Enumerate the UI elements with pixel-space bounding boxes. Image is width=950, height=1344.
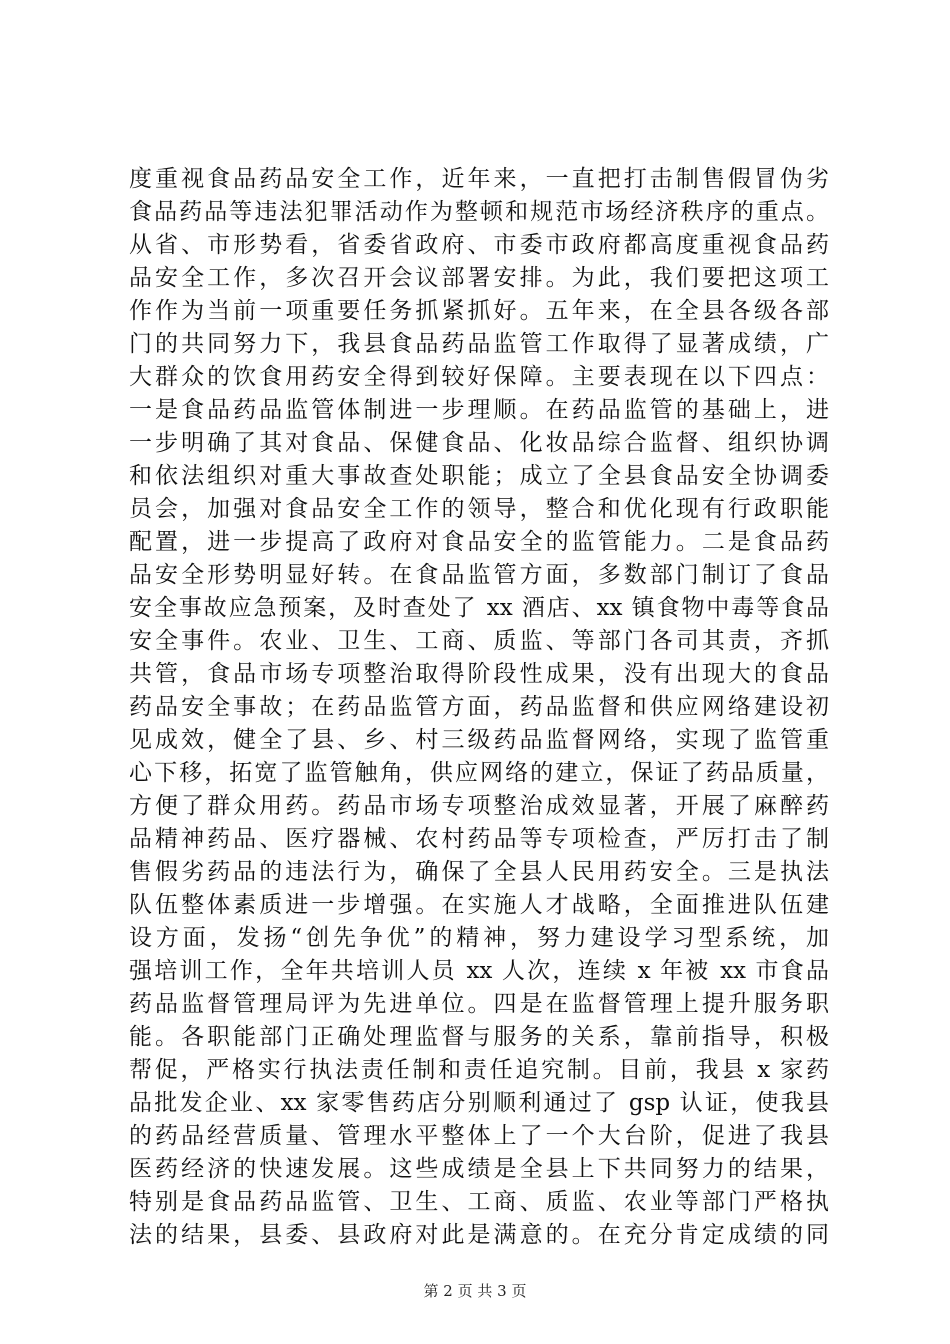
text-line: 见成效，健全了县、乡、村三级药品监督网络，实现了监管重 [129,727,829,753]
text-line: 方便了群众用药。药品市场专项整治成效显著，开展了麻醉药 [129,793,829,819]
text-line: 一步明确了其对食品、保健食品、化妆品综合监督、组织协调 [129,430,829,456]
text-line: 心下移，拓宽了监管触角，供应网络的建立，保证了药品质量， [129,760,829,786]
text-line: 从省、市形势看，省委省政府、市委市政府都高度重视食品药 [129,232,829,258]
text-line: 一是食品药品监管体制进一步理顺。在药品监管的基础上，进 [129,397,829,423]
text-line: 医药经济的快速发展。这些成绩是全县上下共同努力的结果， [129,1156,829,1182]
text-line: 安全事件。农业、卫生、工商、质监、等部门各司其责，齐抓 [129,628,829,654]
text-line: 食品药品等违法犯罪活动作为整顿和规范市场经济秩序的重点。 [129,199,829,225]
text-line: 能。各职能部门正确处理监督与服务的关系，靠前指导，积极 [129,1024,829,1050]
text-line: 的药品经营质量、管理水平整体上了一个大台阶，促进了我县 [129,1123,829,1149]
page-footer: 第 2 页 共 3 页 [423,1282,527,1300]
text-line: 特别是食品药品监管、卫生、工商、质监、农业等部门严格执 [129,1189,829,1215]
text-line: 队伍整体素质进一步增强。在实施人才战略，全面推进队伍建 [129,892,829,918]
text-line: 设方面，发扬“创先争优”的精神，努力建设学习型系统，加 [129,925,829,951]
text-line: 强培训工作，全年共培训人员 xx 人次，连续 x 年被 xx 市食品 [129,958,829,984]
text-line: 帮促，严格实行执法责任制和责任追究制。目前，我县 x 家药 [129,1057,829,1083]
text-line: 员会，加强对食品安全工作的领导，整合和优化现有行政职能 [129,496,829,522]
text-line: 品安全形势明显好转。在食品监管方面，多数部门制订了食品 [129,562,829,588]
text-line: 安全事故应急预案，及时查处了 xx 酒店、xx 镇食物中毒等食品 [129,595,829,621]
text-line: 药品监督管理局评为先进单位。四是在监督管理上提升服务职 [129,991,829,1017]
body-text [129,163,829,1252]
text-line: 品安全工作，多次召开会议部署安排。为此，我们要把这项工 [129,265,829,291]
text-line: 品批发企业、xx 家零售药店分别顺利通过了 gsp 认证，使我县 [129,1090,829,1116]
text-line: 药品安全事故；在药品监管方面，药品监督和供应网络建设初 [129,694,829,720]
text-line: 和依法组织对重大事故查处职能；成立了全县食品安全协调委 [129,463,829,489]
text-line: 品精神药品、医疗器械、农村药品等专项检查，严厉打击了制 [129,826,829,852]
text-line: 门的共同努力下，我县食品药品监管工作取得了显著成绩，广 [129,331,829,357]
text-line: 法的结果，县委、县政府对此是满意的。在充分肯定成绩的同 [129,1222,829,1248]
text-line: 配置，进一步提高了政府对食品安全的监管能力。二是食品药 [129,529,829,555]
text-line: 共管，食品市场专项整治取得阶段性成果，没有出现大的食品 [129,661,829,687]
text-line: 大群众的饮食用药安全得到较好保障。主要表现在以下四点： [129,364,829,390]
text-line: 作作为当前一项重要任务抓紧抓好。五年来，在全县各级各部 [129,298,829,324]
text-line: 度重视食品药品安全工作，近年来，一直把打击制售假冒伪劣 [129,166,829,192]
text-line: 售假劣药品的违法行为，确保了全县人民用药安全。三是执法 [129,859,829,885]
